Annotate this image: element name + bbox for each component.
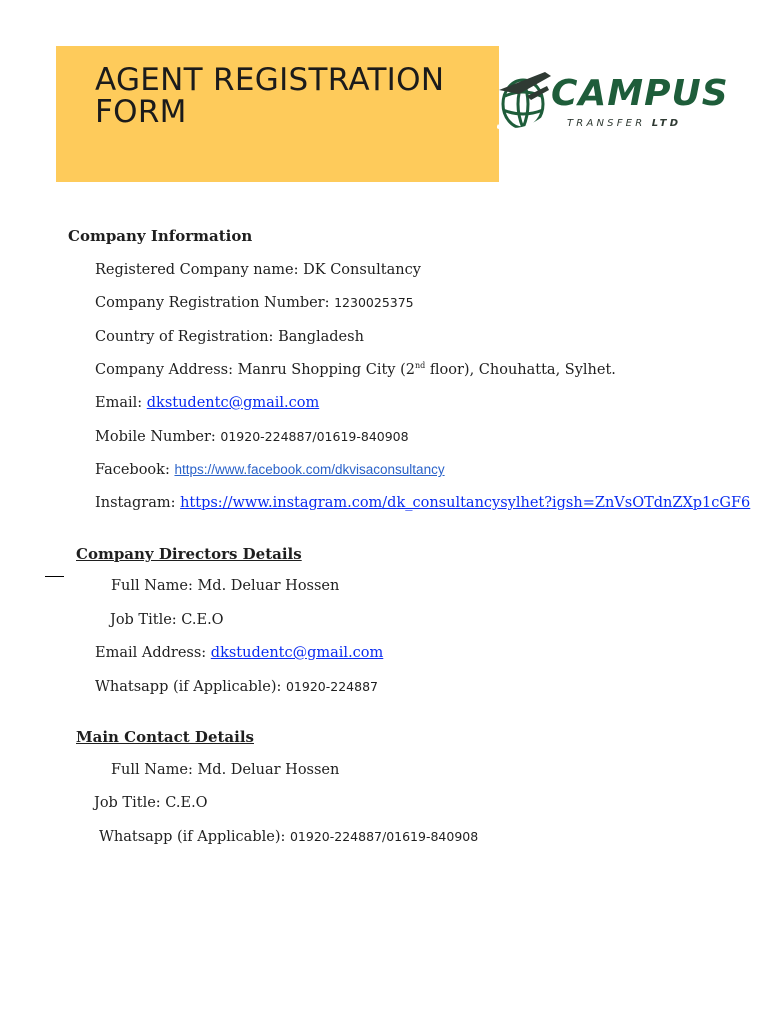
field-label: Full Name:: [111, 578, 193, 594]
field-label: Mobile Number:: [95, 429, 216, 445]
field-label: Registered Company name:: [95, 262, 299, 278]
company-directors-heading: Company Directors Details: [76, 545, 302, 563]
mobile-number-value: 01920-224887/01619-840908: [220, 429, 409, 444]
field-label: Company Registration Number:: [95, 295, 330, 311]
director-full-name-row: [111, 577, 339, 595]
field-label: Email:: [95, 395, 143, 411]
address-part: Manru Shopping City (2: [237, 362, 415, 378]
company-registration-number-value: 1230025375: [334, 295, 414, 310]
director-job-title-value: C.E.O: [181, 612, 224, 628]
registered-company-name-row: [95, 261, 421, 279]
header-banner: [56, 46, 499, 182]
field-label: Whatsapp (if Applicable):: [99, 829, 286, 845]
contact-full-name-value: Md. Deluar Hossen: [197, 762, 340, 778]
field-label: Job Title:: [110, 612, 177, 628]
contact-whatsapp-row: [99, 828, 478, 846]
facebook-row: [95, 461, 445, 479]
director-whatsapp-value: 01920-224887: [285, 679, 378, 694]
field-label: Company Address:: [95, 362, 233, 378]
director-job-title-row: [110, 611, 224, 629]
field-label: Instagram:: [95, 495, 176, 511]
director-whatsapp-row: [95, 678, 378, 696]
company-email-row: [95, 394, 319, 412]
company-information-heading: Company Information: [68, 227, 253, 245]
field-label: Job Title:: [94, 795, 161, 811]
contact-job-title-row: [94, 794, 208, 812]
page-title-line-2: FORM: [95, 94, 187, 130]
company-registration-number-row: [95, 294, 414, 312]
instagram-row: [95, 494, 750, 512]
director-email-row: [95, 644, 383, 662]
company-address-row: [95, 361, 616, 379]
contact-job-title-value: C.E.O: [165, 795, 208, 811]
logo-wordmark: CAMPUS: [551, 73, 729, 114]
field-label: Whatsapp (if Applicable):: [95, 679, 282, 695]
address-superscript: nd: [414, 361, 426, 371]
registered-company-name-value: DK Consultancy: [303, 262, 421, 278]
logo-subtitle-suffix: LTD: [651, 118, 682, 129]
company-address-value: [238, 362, 616, 378]
field-label: Email Address:: [95, 645, 207, 661]
main-contact-heading: Main Contact Details: [76, 728, 254, 746]
divider: [45, 576, 64, 577]
field-label: Facebook:: [95, 462, 170, 478]
instagram-link[interactable]: https://www.instagram.com/dk_consultancysylhet?igsh=ZnVsOTdnZXp1cGF6: [180, 495, 751, 511]
logo-subtitle: [567, 118, 681, 129]
facebook-link[interactable]: https://www.facebook.com/dkvisaconsultancy: [174, 462, 445, 477]
country-of-registration-value: Bangladesh: [278, 329, 364, 345]
director-full-name-value: Md. Deluar Hossen: [197, 578, 340, 594]
globe-plane-icon: [497, 66, 553, 136]
company-email-link[interactable]: dkstudentc@gmail.com: [146, 395, 320, 411]
contact-whatsapp-value: 01920-224887/01619-840908: [289, 829, 479, 844]
contact-full-name-row: [111, 761, 339, 779]
country-of-registration-row: [95, 328, 364, 346]
company-logo: [497, 66, 729, 138]
mobile-number-row: [95, 428, 409, 446]
field-label: Country of Registration:: [95, 329, 274, 345]
page-title-line-1: AGENT REGISTRATION: [95, 62, 445, 98]
director-email-link[interactable]: dkstudentc@gmail.com: [210, 645, 384, 661]
page-title: [95, 64, 444, 128]
address-part: floor), Chouhatta, Sylhet.: [425, 362, 616, 378]
field-label: Full Name:: [111, 762, 193, 778]
logo-subtitle-prefix: TRANSFER: [567, 118, 646, 129]
